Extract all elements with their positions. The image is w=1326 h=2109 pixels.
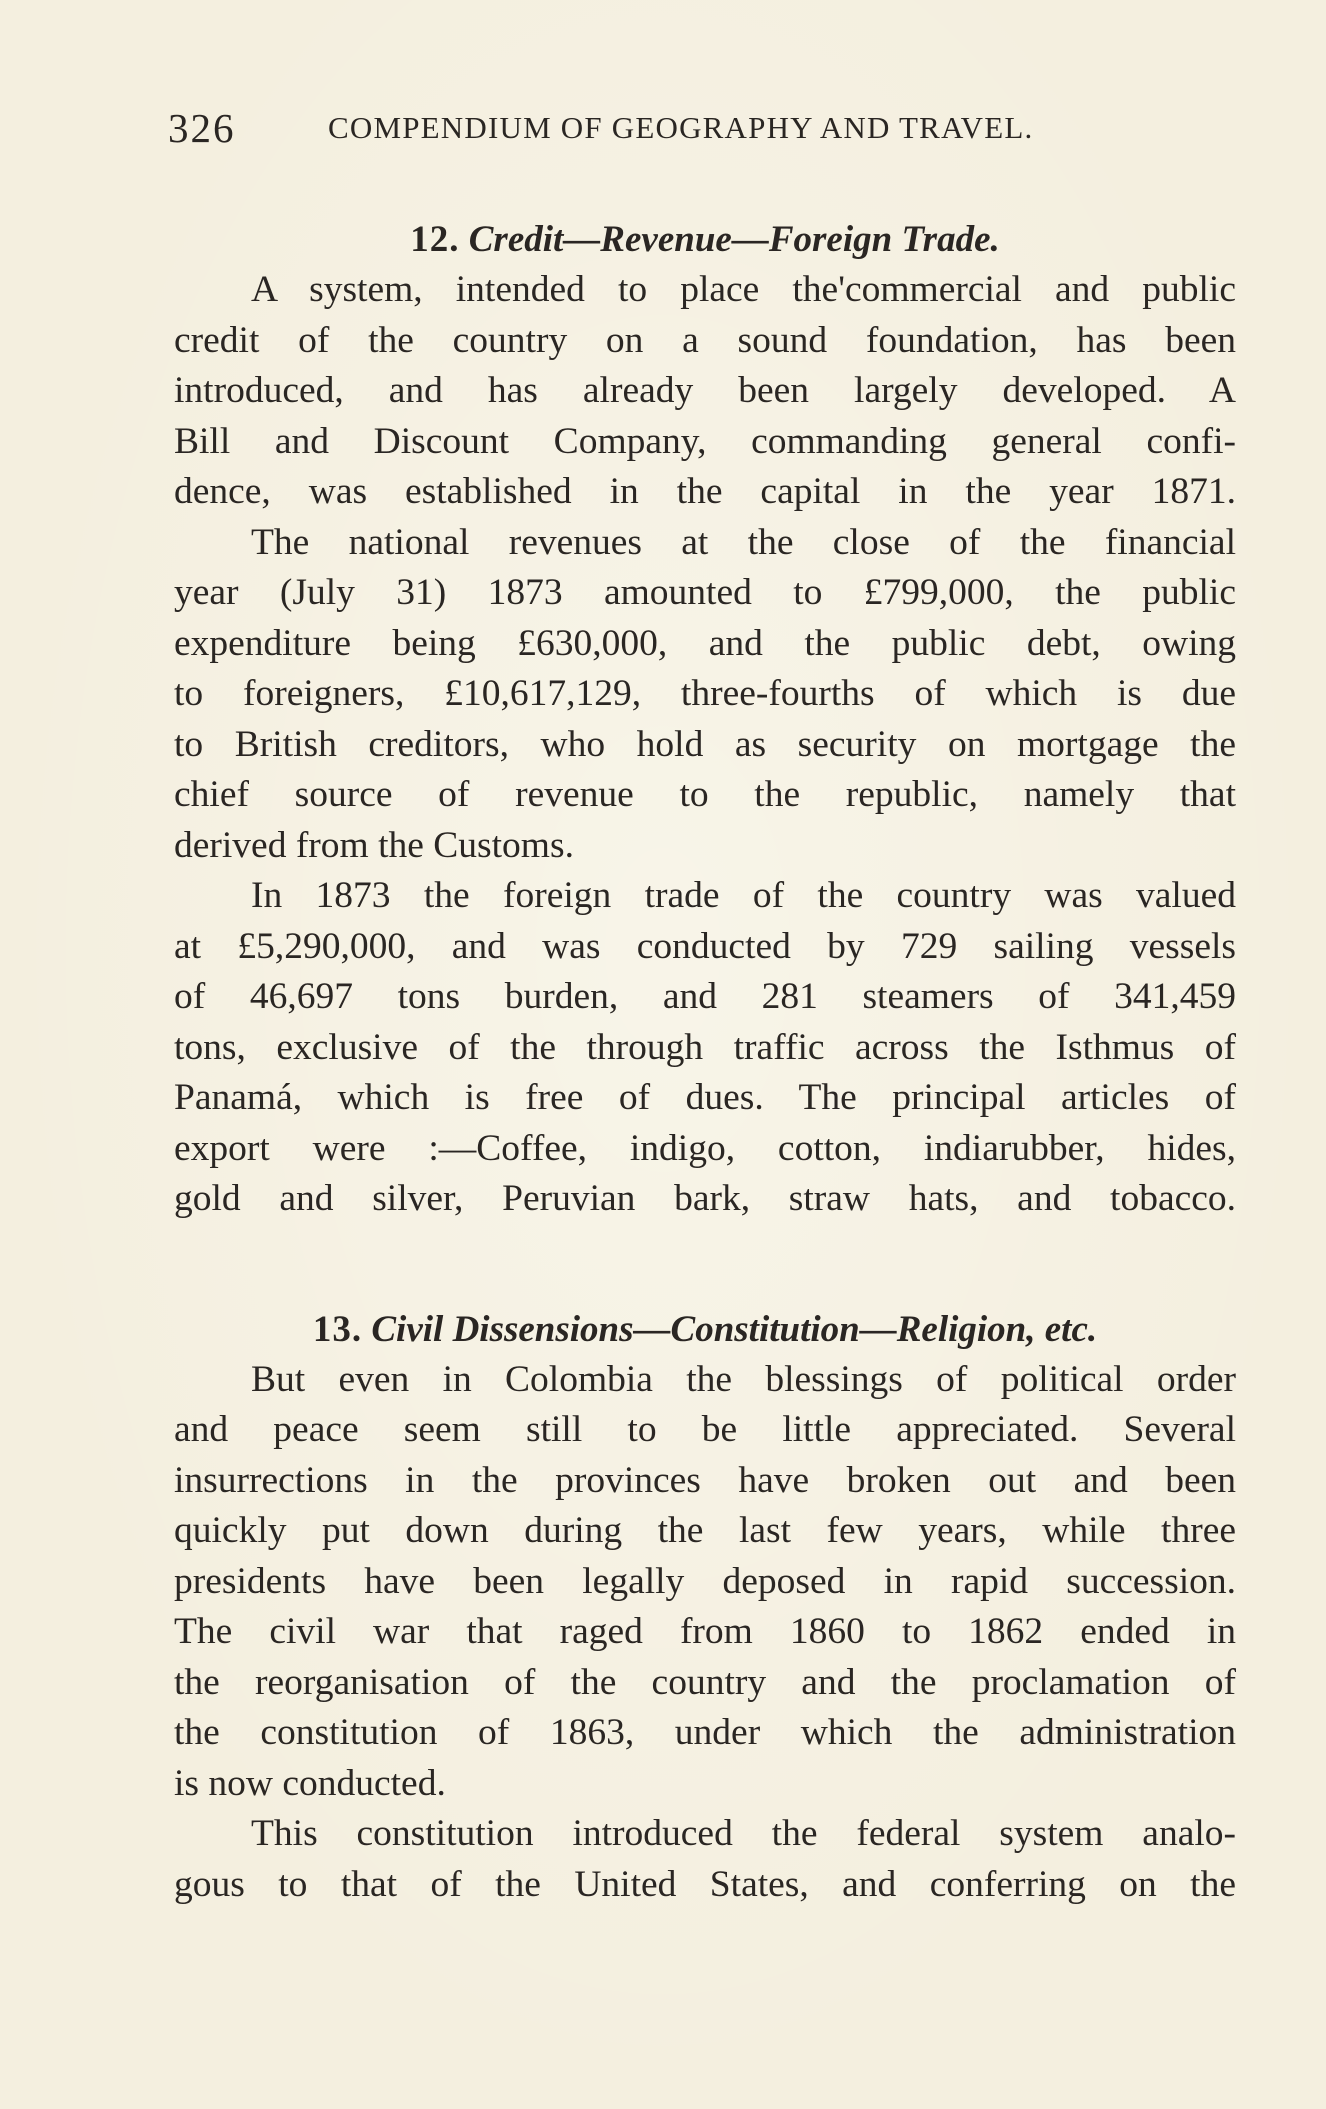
paragraph-line: year (July 31) 1873 amounted to £799,000, the public — [174, 572, 1236, 613]
section-13-paragraph-2 — [174, 1809, 1236, 1910]
paragraph-line: of 46,697 tons burden, and 281 steamers of 341,459 — [174, 976, 1236, 1017]
paragraph-line: the reorganisation of the country and the proclamation of — [174, 1661, 1236, 1703]
paragraph-line: gous to that of the United States, and conferring on the — [174, 1863, 1236, 1905]
section-13-number: 13. — [312, 1308, 363, 1350]
section-13-title: Civil Dissensions—Constitution—Religion, etc. — [371, 1308, 1098, 1350]
paragraph-line: But even in Colombia the blessings of political order — [251, 1358, 1236, 1400]
paragraph-line: and peace seem still to be little appreciated. Several — [174, 1409, 1236, 1450]
page-header — [168, 98, 1228, 158]
section-13-heading — [174, 1305, 1236, 1355]
paragraph-line: The civil war that raged from 1860 to 1862 ended in — [174, 1611, 1236, 1652]
paragraph-line: A system, intended to place the'commercial and public — [251, 269, 1236, 310]
paragraph-line: This constitution introduced the federal system analo- — [251, 1813, 1236, 1854]
paragraph-line: quickly put down during the last few years, while three — [174, 1510, 1236, 1551]
section-12-heading — [174, 215, 1236, 265]
paragraph-line: Panamá, which is free of dues. The principal articles of — [174, 1077, 1236, 1118]
paragraph-line: dence, was established in the capital in the year 1871. — [174, 471, 1236, 512]
paragraph-line: derived from the Customs. — [174, 824, 574, 866]
page-body — [174, 215, 1236, 1910]
section-13-paragraph-1 — [174, 1355, 1236, 1810]
paragraph-line: tons, exclusive of the through traffic across the Isthmus of — [174, 1026, 1236, 1068]
paragraph-line: insurrections in the provinces have broken out and been — [174, 1459, 1236, 1501]
paragraph-line: expenditure being £630,000, and the public debt, owing — [174, 622, 1236, 664]
section-12-number: 12. — [410, 219, 460, 260]
section-12-paragraph-2 — [174, 518, 1236, 872]
running-head: COMPENDIUM OF GEOGRAPHY AND TRAVEL. — [328, 110, 1034, 145]
paragraph-line: credit of the country on a sound foundation, has been — [174, 319, 1236, 361]
paragraph-line: is now conducted. — [174, 1762, 446, 1804]
paragraph-line: introduced, and has already been largely developed. A — [174, 370, 1236, 411]
paragraph-line: gold and silver, Peruvian bark, straw hats, and tobacco. — [174, 1178, 1236, 1219]
paragraph-line: The national revenues at the close of the financial — [251, 521, 1236, 563]
paragraph-line: In 1873 the foreign trade of the country was valued — [251, 875, 1236, 916]
paragraph-line: presidents have been legally deposed in rapid succession. — [174, 1560, 1236, 1602]
section-12-paragraph-3 — [174, 871, 1236, 1225]
paragraph-line: to British creditors, who hold as security on mortgage the — [174, 723, 1236, 765]
paragraph-line: chief source of revenue to the republic, namely that — [174, 774, 1236, 815]
paragraph-line: Bill and Discount Company, commanding general confi- — [174, 420, 1236, 462]
paragraph-line: to foreigners, £10,617,129, three-fourths of which is due — [174, 673, 1236, 714]
paragraph-line: the constitution of 1863, under which the administration — [174, 1712, 1236, 1753]
section-12-title: Credit—Revenue—Foreign Trade. — [468, 219, 1000, 260]
paragraph-line: export were :—Coffee, indigo, cotton, indiarubber, hides, — [174, 1127, 1236, 1169]
paragraph-line: at £5,290,000, and was conducted by 729 sailing vessels — [174, 925, 1236, 967]
page-number: 326 — [168, 105, 236, 151]
section-12-paragraph-1 — [174, 265, 1236, 518]
